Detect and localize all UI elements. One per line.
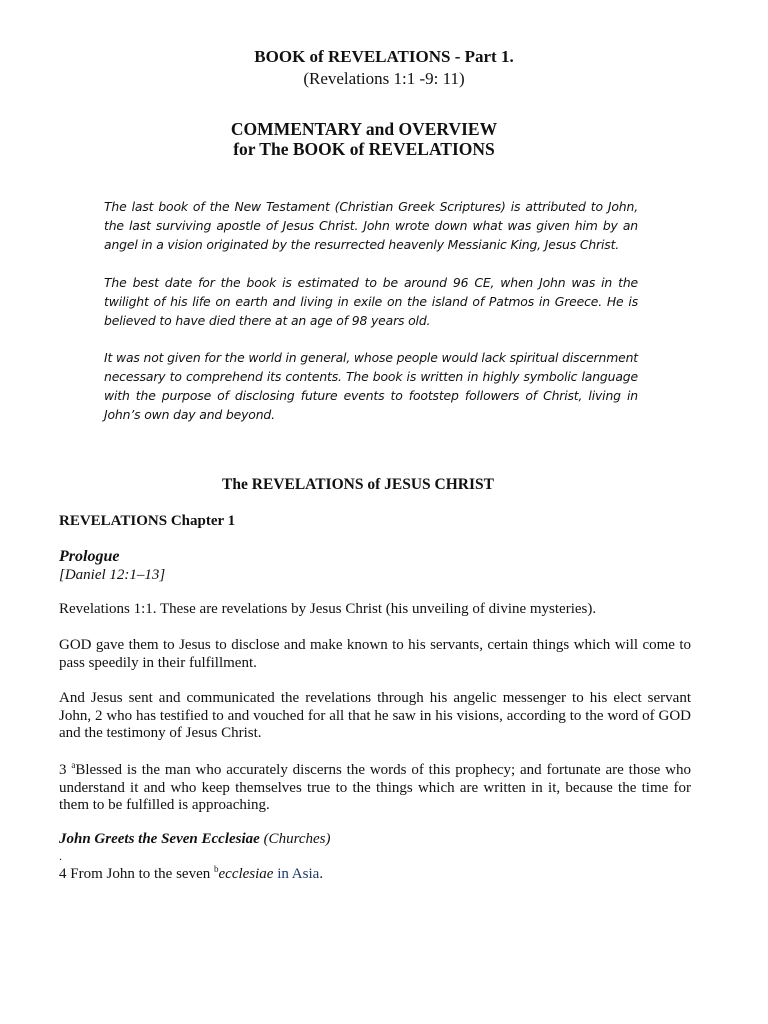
- chapter-heading: REVELATIONS Chapter 1: [59, 513, 236, 529]
- commentary-title-line1: COMMENTARY and OVERVIEW: [230, 119, 498, 139]
- verse-4-end: .: [319, 866, 324, 882]
- greeting-heading: [59, 831, 691, 849]
- commentary-paragraph-1: The last book of the New Testament (Christian Greek Scriptures) is attributed to John, the last surviving apostle of Jesus Christ. John wrote down what was given him by an angel in a vision originated by the resurrected heavenly Messianic King, Jesus Christ.: [104, 199, 638, 252]
- verse-4-paragraph: [59, 866, 691, 884]
- greeting-heading-paren: (Churches): [259, 831, 331, 847]
- verse-3-paragraph: [59, 762, 691, 815]
- verse-2-paragraph: And Jesus sent and communicated the revelations through his angelic messenger to his elect servant John, 2 who has testified to and vouched for all that he saw in his visions, according to the word of GOD and the testimony of Jesus Christ.: [59, 690, 691, 741]
- commentary-title-line2: for The BOOK of REVELATIONS: [233, 139, 495, 159]
- asia-link[interactable]: in Asia: [273, 866, 320, 882]
- separator-dot: .: [59, 849, 62, 863]
- verse-1b-paragraph: GOD gave them to Jesus to disclose and make known to his servants, certain things which will come to pass speedily in their fulfillment.: [59, 637, 691, 671]
- prologue-reference: [Daniel 12:1–13]: [59, 567, 166, 583]
- commentary-title: [0, 119, 728, 159]
- verse-1-paragraph: Revelations 1:1. These are revelations by Jesus Christ (his unveiling of divine mysteries).: [59, 601, 597, 617]
- verse-3-number: 3: [59, 762, 72, 778]
- greeting-heading-title: John Greets the Seven Ecclesiae: [59, 831, 260, 847]
- document-subtitle: (Revelations 1:1 -9: 11): [303, 69, 465, 88]
- prologue-heading: Prologue: [59, 548, 120, 565]
- document-title: BOOK of REVELATIONS - Part 1.: [254, 47, 514, 66]
- verse-4-ecclesiae: ecclesiae: [218, 866, 274, 882]
- verse-3-text: Blessed is the man who accurately discerns the words of this prophecy; and fortunate are those who understand it and who keep themselves true to the things which are written in it, because the time for them to be fulfilled is approaching.: [59, 762, 691, 813]
- commentary-paragraph-3: It was not given for the world in general, whose people would lack spiritual discernment necessary to comprehend its contents. The book is written in highly symbolic language with the purpose of disclosing future events to footstep followers of Christ, living in John’s own day and beyond.: [104, 350, 639, 422]
- footnote-a-marker[interactable]: a: [71, 760, 76, 770]
- footnote-b-marker[interactable]: b: [214, 864, 219, 874]
- verse-4-prefix: 4 From John to the seven: [59, 866, 214, 882]
- section-title: The REVELATIONS of JESUS CHRIST: [222, 476, 494, 493]
- commentary-paragraph-2: The best date for the book is estimated to be around 96 CE, when John was in the twilight of his life on earth and living in exile on the island of Patmos in Greece. He is believed to have died there at an age of 98 years old.: [104, 275, 638, 328]
